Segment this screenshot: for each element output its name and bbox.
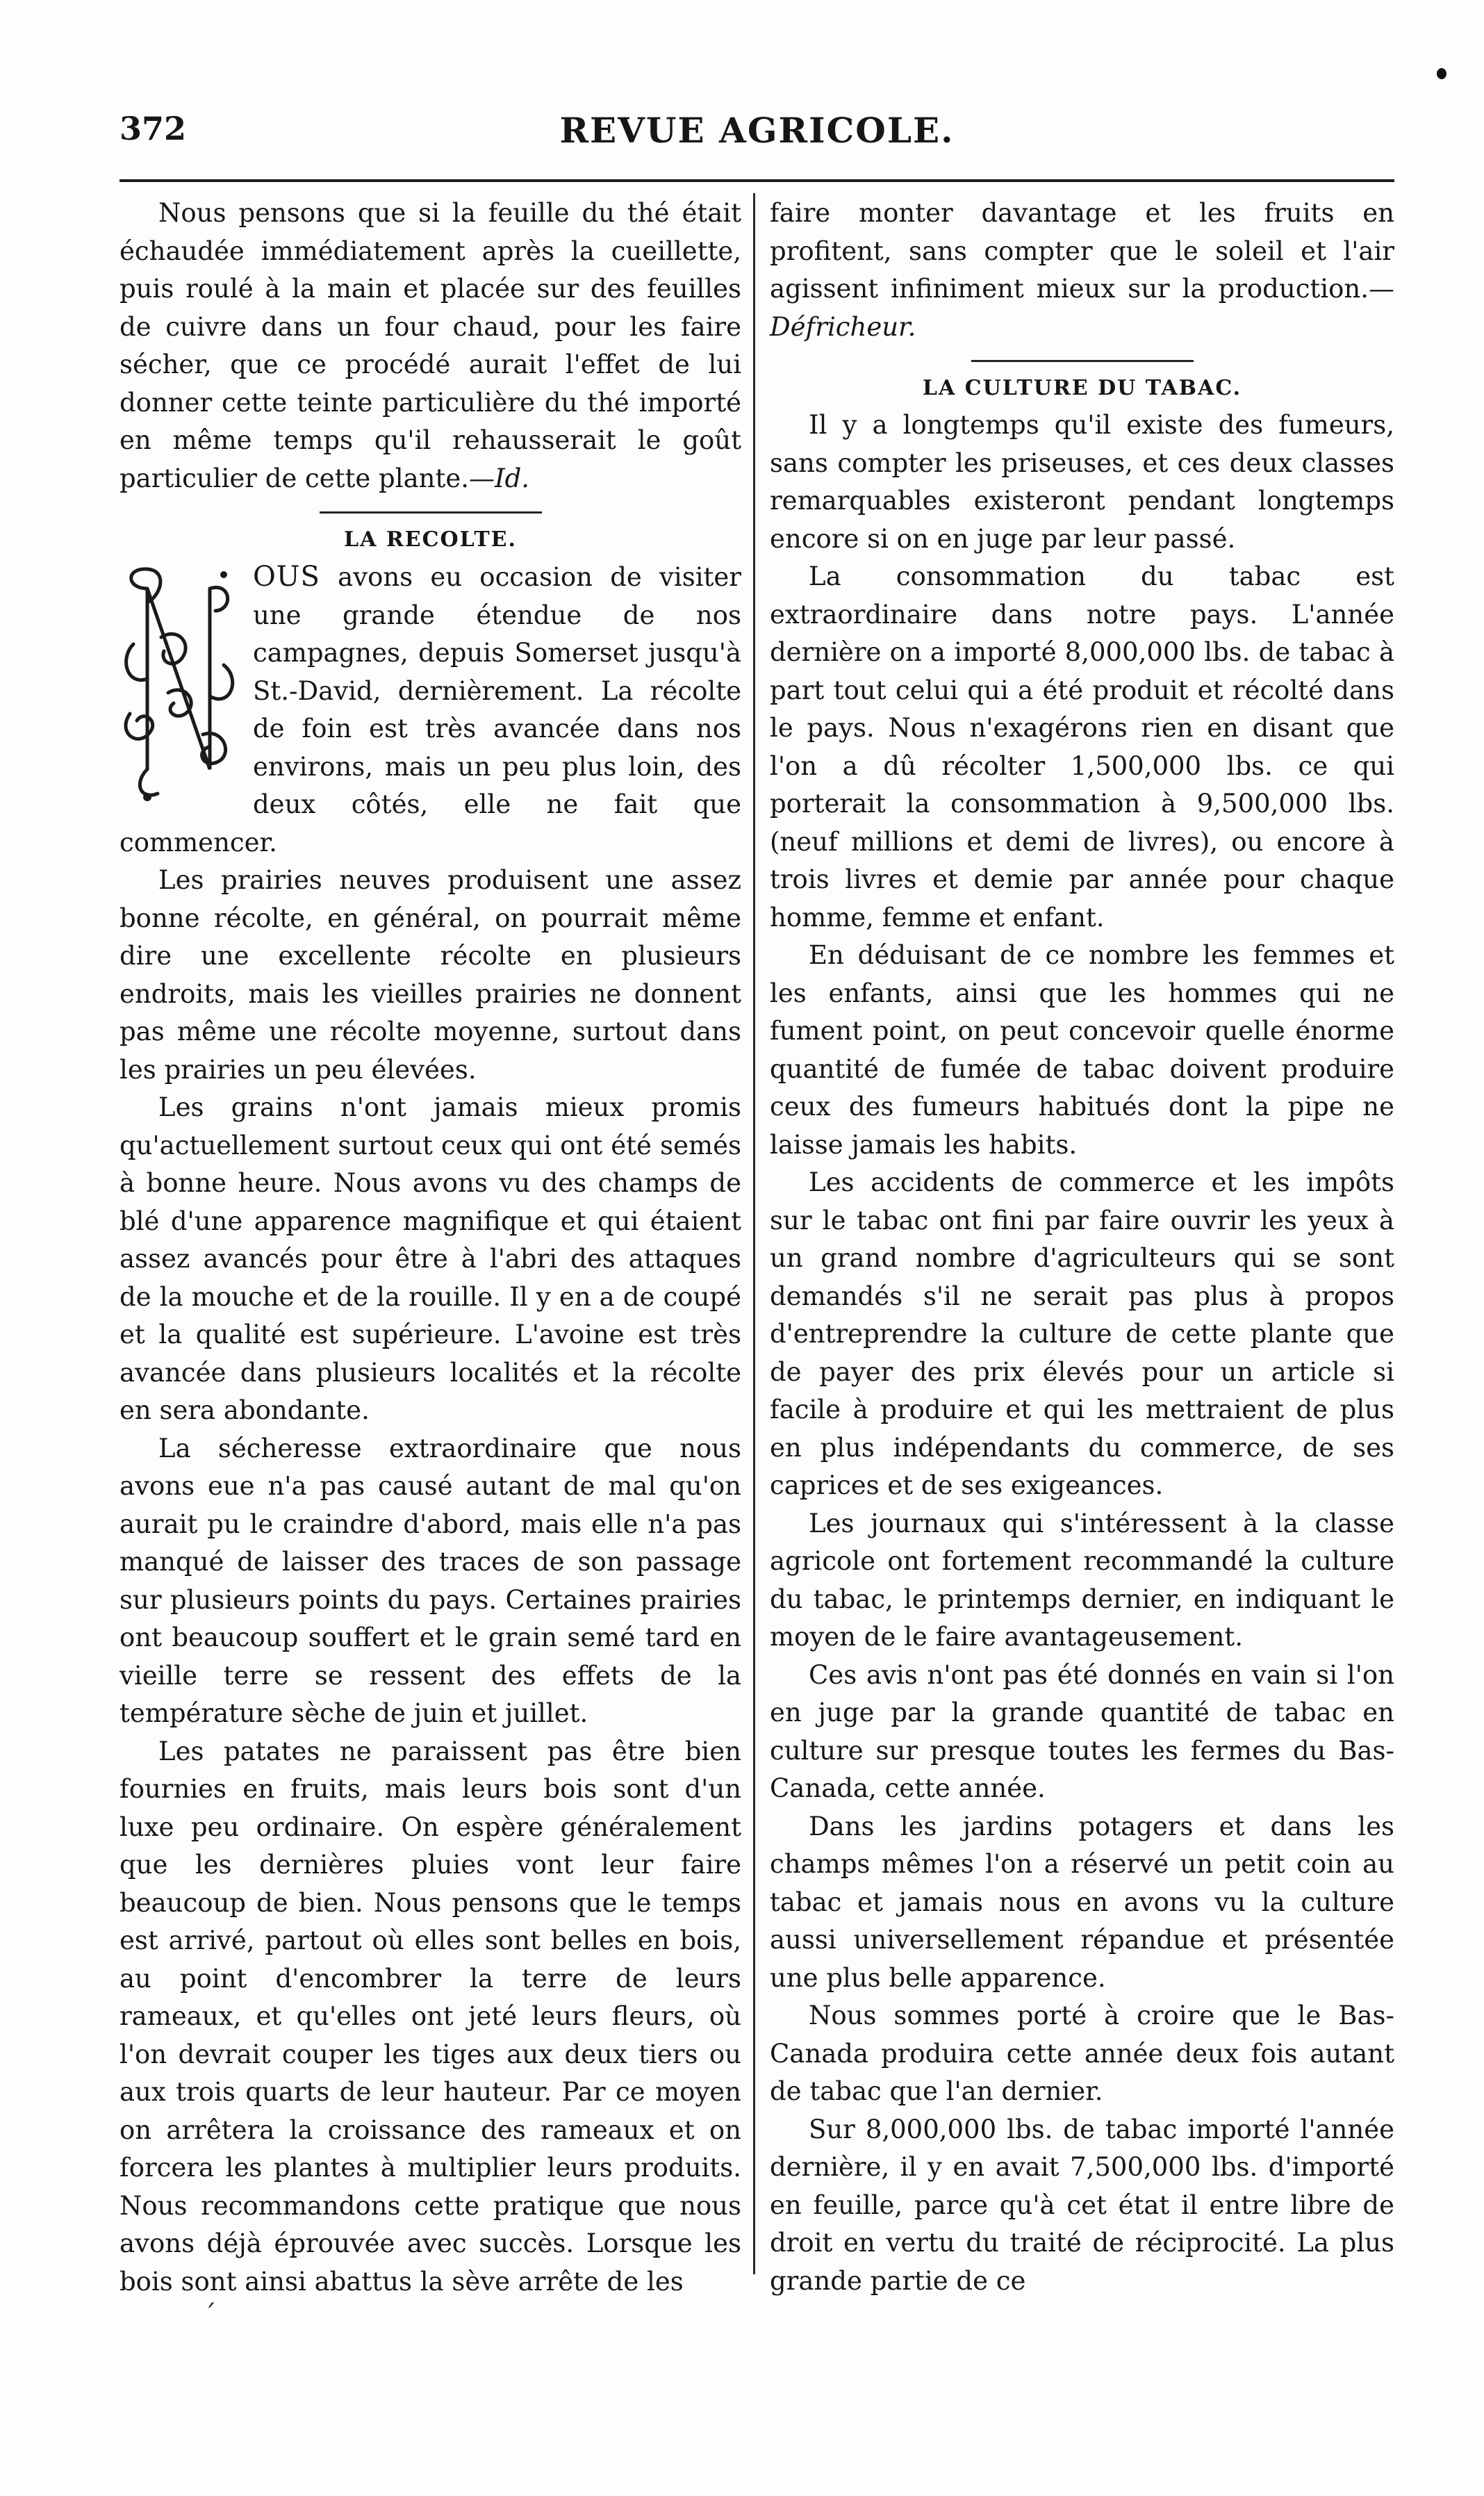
stray-mark: ˊ (203, 2300, 217, 2332)
tabac-paragraph-7: Dans les jardins potagers et dans les champs mêmes l'on a réservé un petit coin au tabac et jamais nous en avons vu la culture aussi universellement répandue et présentée une plus belle apparence. (770, 1811, 1394, 1993)
continued-text: faire monter davantage et les fruits en profitent, sans compter que le soleil et l'air agissent infiniment mieux sur la production. (770, 198, 1394, 304)
header-rule (119, 179, 1394, 182)
ink-dot (1437, 68, 1446, 79)
tabac-paragraph-1: Il y a longtemps qu'il existe des fumeurs, sans compter les priseuses, et ces deux classes remarquables existeront pendant longtemps encore si on en juge par leur passé. (770, 410, 1394, 554)
tabac-paragraph-9: Sur 8,000,000 lbs. de tabac importé l'année dernière, il y en avait 7,500,000 lbs. d'importé en feuille, parce qu'à cet état il entre libre de droit en vertu du traité de réciprocité. La plus grande partie de ce (770, 2114, 1394, 2296)
page-header (119, 110, 1394, 165)
section-rule (320, 511, 542, 514)
recolte-paragraph-5: Les patates ne paraissent pas être bien fournies en fruits, mais leurs bois sont d'un luxe peu ordinaire. On espère généralement que les dernières pluies vont leur faire beaucoup de bien. Nous pensons que le temps est arrivé, partout où elles sont belles en bois, au point d'encombrer la terre de leurs rameaux, et qu'elles ont jeté leurs fleurs, où l'on devrait couper les tiges aux deux tiers ou aux trois quarts de leur hauteur. Par ce moyen on arrêtera la croissance des rameaux et on forcera les plantes à multiplier leurs produits. Nous recommandons cette pratique que nous avons déjà éprouvée avec succès. Lorsque les bois sont ainsi abattus la sève arrête de les (119, 1736, 741, 2297)
left-column (119, 195, 741, 2301)
section-title-recolte: LA RECOLTE. (344, 527, 517, 552)
page-number: 372 (119, 110, 187, 147)
intro-byline: —Id. (469, 463, 530, 493)
section-rule (971, 360, 1194, 362)
tabac-paragraph-8: Nous sommes porté à croire que le Bas-Canada produira cette année deux fois autant de tabac que l'an dernier. (770, 2001, 1394, 2106)
tabac-paragraph-6: Ces avis n'ont pas été donnés en vain si l'on en juge par la grande quantité de tabac en culture sur presque toutes les fermes du Bas-Canada, cette année. (770, 1659, 1394, 1803)
ornamental-dropcap (119, 561, 238, 807)
tabac-paragraph-3: En déduisant de ce nombre les femmes et les enfants, ainsi que les hommes qui ne fument point, on peut concevoir quelle énorme quantité de fumée de tabac doivent produire ceux des fumeurs habitués dont la pipe ne laisse jamais les habits. (770, 940, 1394, 1160)
recolte-paragraph-1 (119, 558, 741, 862)
recolte-paragraph-3: Les grains n'ont jamais mieux promis qu'actuellement surtout ceux qui ont été semés à bonne heure. Nous avons vu des champs de blé d'une apparence magnifique et qui étaient assez avancés pour être à l'abri des attaques de la mouche et de la rouille. Il y en a de coupé et la qualité est supérieure. L'avoine est très avancée dans plusieurs localités et la récolte en sera abondante. (119, 1092, 741, 1425)
recolte-text-1: avons eu occasion de visiter une grande étendue de nos campagnes, depuis Somerset jusqu'à St.-David, dernièrement. La récolte de foin est très avancée dans nos environs, mais un peu plus loin, des deux côtés, elle ne fait que commencer. (119, 562, 741, 857)
ornamental-initial-icon (119, 561, 238, 807)
tabac-paragraph-4: Les accidents de commerce et les impôts sur le tabac ont fini par faire ouvrir les yeux à un grand nombre d'agriculteurs qui se sont demandés s'il ne serait pas plus à propos d'entreprendre la culture de cette plante que de payer des prix élevés pour un article si facile à produire et qui les mettraient de plus en plus indépendants du commerce, de ses caprices et de ses exigeances. (770, 1167, 1394, 1500)
column-divider (753, 193, 755, 2274)
dropcap-first-word: OUS (253, 561, 320, 593)
right-column (770, 195, 1394, 2300)
tabac-paragraph-5: Les journaux qui s'intéressent à la classe agricole ont fortement recommandé la culture du tabac, le printemps dernier, en indiquant le moyen de le faire avantageusement. (770, 1508, 1394, 1652)
recolte-paragraph-2: Les prairies neuves produisent une assez bonne récolte, en général, on pourrait même dire une excellente récolte en plusieurs endroits, mais les vieilles prairies ne donnent pas même une récolte moyenne, surtout dans les prairies un peu élevées. (119, 865, 741, 1085)
tabac-paragraph-2: La consommation du tabac est extraordinaire dans notre pays. L'année dernière on a importé 8,000,000 lbs. de tabac à part tout celui qui a été produit et récolté dans le pays. Nous n'exagérons rien en disant que l'on a dû récolter 1,500,000 lbs. ce qui porterait la consommation à 9,500,000 lbs. (neuf millions et demi de livres), ou encore à trois livres et demie par année pour chaque homme, femme et enfant. (770, 561, 1394, 933)
intro-paragraph (119, 195, 741, 498)
section-title-tabac: LA CULTURE DU TABAC. (922, 376, 1242, 400)
recolte-paragraph-4: La sécheresse extraordinaire que nous avons eue n'a pas causé autant de mal qu'on aurait pu le craindre d'abord, mais elle n'a pas manqué de laisser des traces de son passage sur plusieurs points du pays. Certaines prairies ont beaucoup souffert et le grain semé tard en vieille terre se ressent des effets de la température sèche de juin et juillet. (119, 1433, 741, 1728)
running-title: REVUE AGRICOLE. (559, 110, 955, 151)
intro-text: Nous pensons que si la feuille du thé était échaudée immédiatement après la cueillette, puis roulé à la main et placée sur des feuilles de cuivre dans un four chaud, pour les faire sécher, que ce procédé aurait l'effet de lui donner cette teinte particulière du thé importé en même temps qu'il rehausserait le goût particulier de cette plante. (119, 198, 741, 493)
continued-paragraph (770, 195, 1394, 346)
continued-byline: —Défricheur. (770, 274, 1394, 342)
